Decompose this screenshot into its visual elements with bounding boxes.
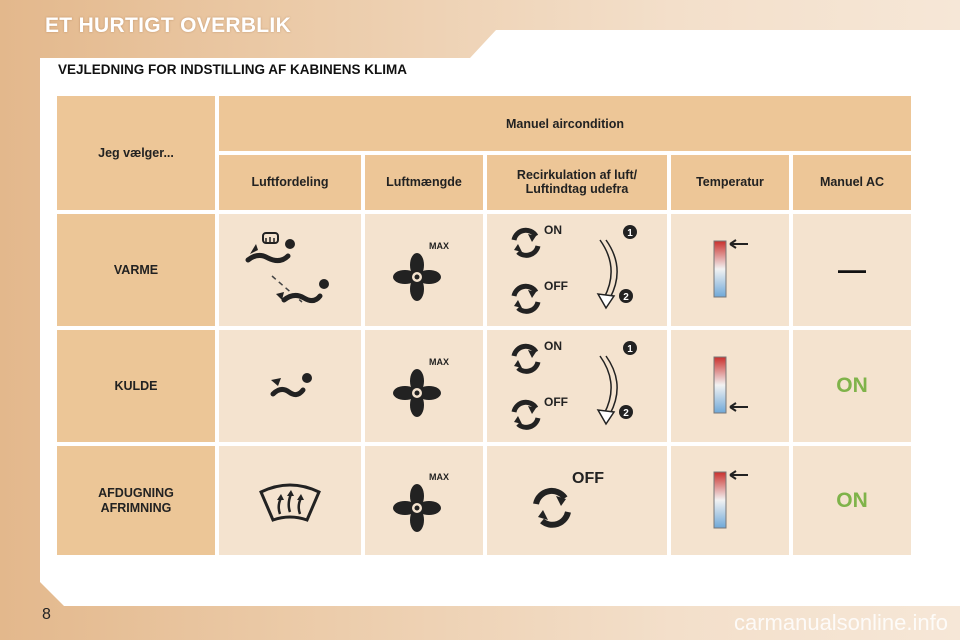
recirc-off-label: OFF bbox=[544, 395, 568, 409]
watermark: carmanualsonline.info bbox=[733, 610, 948, 635]
air-distribution-cell bbox=[219, 214, 361, 326]
fan-max-label: MAX bbox=[429, 471, 449, 482]
col-header-luftmaengde: Luftmængde bbox=[365, 155, 483, 210]
fan-max-icon bbox=[389, 353, 459, 419]
col-header-manuel-ac: Manuel AC bbox=[793, 155, 911, 210]
ac-on-label: ON bbox=[836, 488, 868, 512]
step-1-badge: 1 bbox=[627, 344, 633, 355]
row-label-varme: VARME bbox=[57, 214, 215, 326]
air-distribution-cell bbox=[219, 446, 361, 555]
row-label-kulde: KULDE bbox=[57, 330, 215, 442]
temperature-cell bbox=[671, 330, 789, 442]
fan-cell bbox=[365, 446, 483, 555]
step-2-badge: 2 bbox=[623, 292, 629, 303]
section-subtitle: VEJLEDNING FOR INDSTILLING AF KABINENS KLIMA bbox=[58, 62, 408, 77]
recirc-cell bbox=[487, 330, 667, 442]
manual-ac-cell bbox=[793, 446, 911, 555]
group-header: Manuel aircondition bbox=[219, 96, 911, 151]
temperature-max-cold-icon bbox=[700, 351, 760, 421]
temperature-max-hot-icon bbox=[700, 235, 760, 305]
col-header-recirkulation: Recirkulation af luft/ Luftindtag udefra bbox=[487, 155, 667, 210]
windscreen-demist-icon bbox=[255, 476, 325, 526]
page-title: ET HURTIGT OVERBLIK bbox=[45, 14, 292, 37]
step-1-badge: 1 bbox=[627, 228, 633, 239]
air-distribution-feet-windscreen-icon bbox=[240, 230, 340, 310]
manual-ac-cell bbox=[793, 330, 911, 442]
fan-cell bbox=[365, 330, 483, 442]
air-distribution-face-icon bbox=[265, 366, 315, 406]
col-header-luftfordeling: Luftfordeling bbox=[219, 155, 361, 210]
recirc-off-label: OFF bbox=[572, 469, 604, 487]
row-label-afdugning: AFDUGNING AFRIMNING bbox=[57, 446, 215, 555]
ac-on-label: ON bbox=[836, 374, 868, 397]
recirc-on-label: ON bbox=[544, 339, 562, 353]
climate-table bbox=[57, 96, 903, 549]
temperature-cell bbox=[671, 214, 789, 326]
corner-label: Jeg vælger... bbox=[57, 96, 215, 210]
col-header-temperatur: Temperatur bbox=[671, 155, 789, 210]
fan-max-label: MAX bbox=[429, 241, 449, 251]
air-distribution-cell bbox=[219, 330, 361, 442]
recirc-on-off-sequence-icon bbox=[502, 220, 652, 320]
recirc-cell bbox=[487, 446, 667, 555]
fan-max-icon bbox=[389, 237, 459, 303]
manual-ac-cell bbox=[793, 214, 911, 326]
ac-off-dash: — bbox=[838, 254, 866, 285]
temperature-max-hot-icon bbox=[700, 466, 760, 536]
fan-max-label: MAX bbox=[429, 357, 449, 367]
fan-max-icon bbox=[389, 468, 459, 534]
fan-cell bbox=[365, 214, 483, 326]
recirc-off-label: OFF bbox=[544, 279, 568, 293]
step-2-badge: 2 bbox=[623, 408, 629, 419]
temperature-cell bbox=[671, 446, 789, 555]
recirc-on-off-sequence-icon bbox=[502, 336, 652, 436]
page-number: 8 bbox=[42, 606, 51, 623]
recirc-on-label: ON bbox=[544, 223, 562, 237]
recirc-cell bbox=[487, 214, 667, 326]
recirc-off-icon bbox=[522, 461, 632, 541]
